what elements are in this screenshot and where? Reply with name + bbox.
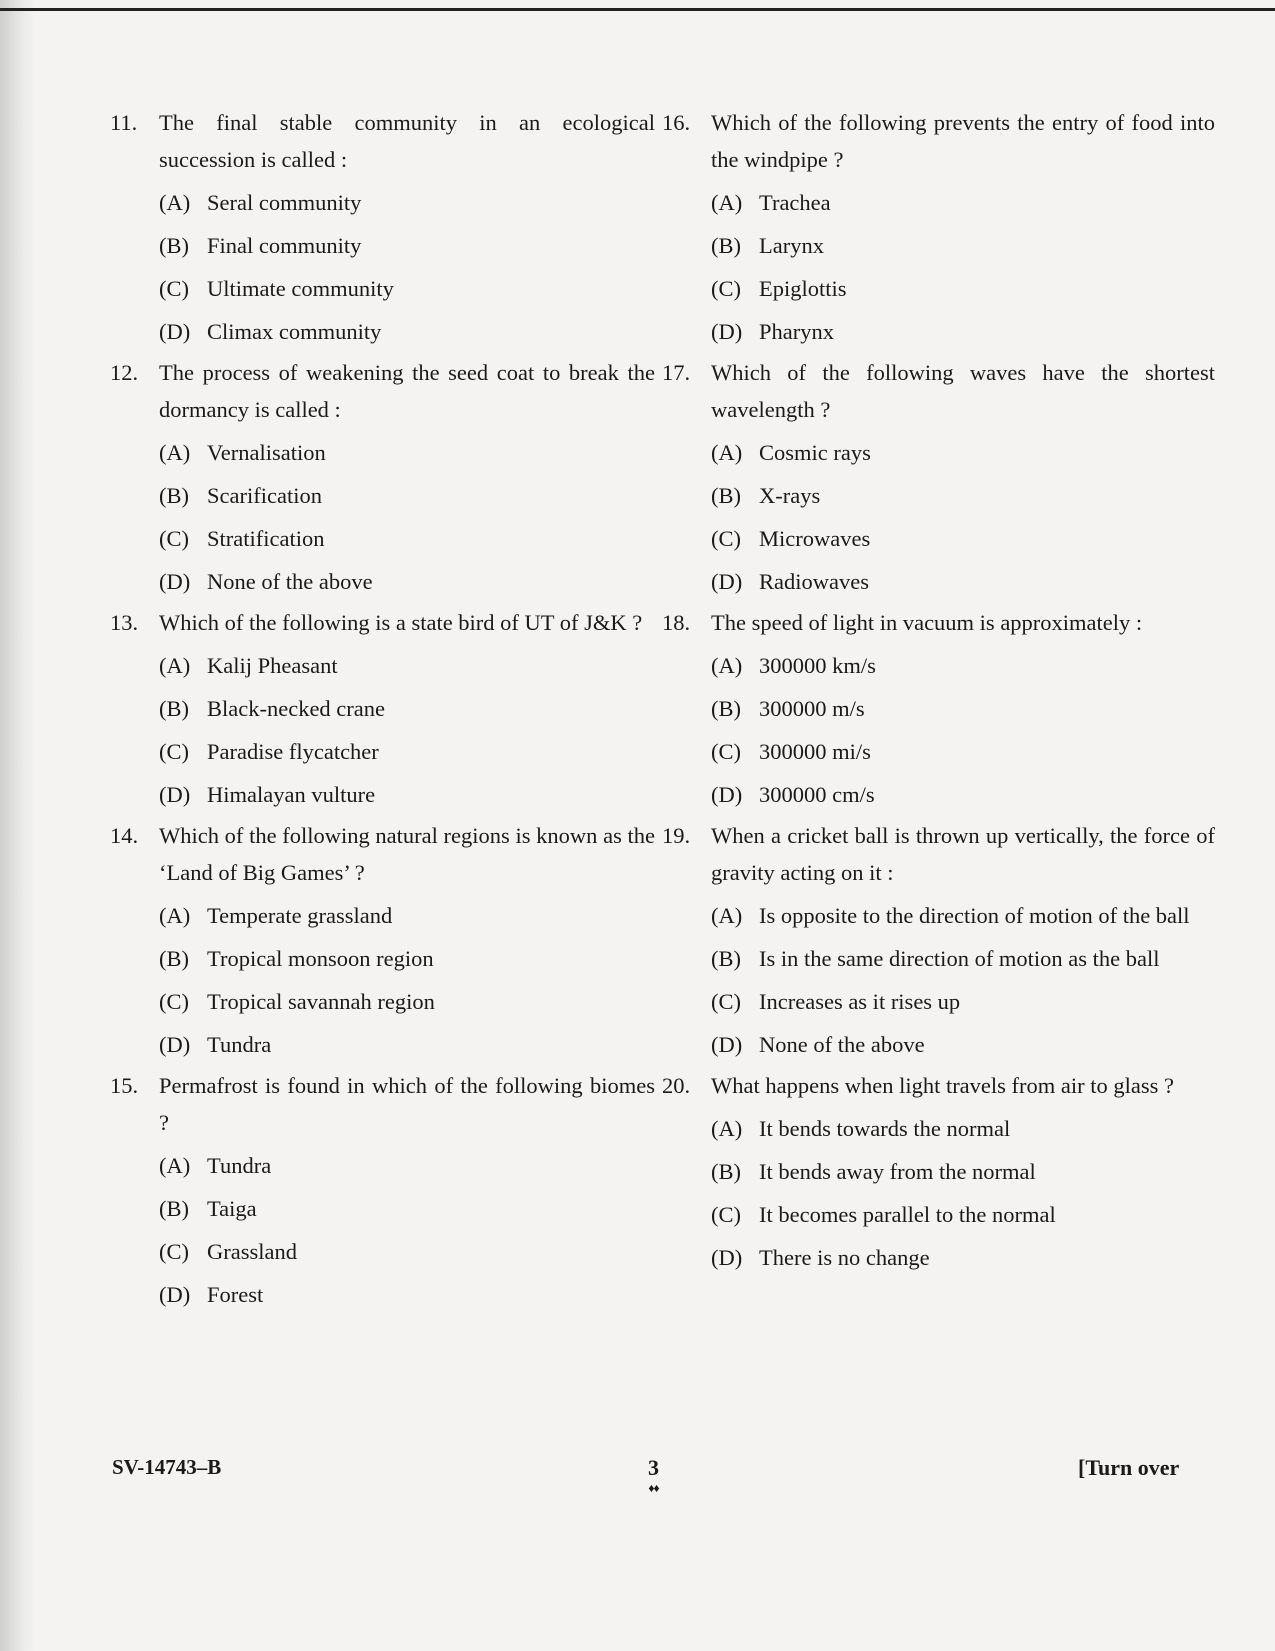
answer-option bbox=[159, 941, 655, 977]
question-text: What happens when light travels from air to glass ? bbox=[711, 1073, 1174, 1098]
right-question-column bbox=[662, 104, 1215, 1280]
answer-option bbox=[159, 734, 655, 770]
answer-option bbox=[159, 898, 655, 934]
answer-option bbox=[711, 314, 1215, 350]
question-text: Which of the following prevents the entry of food into the windpipe ? bbox=[711, 110, 1215, 172]
answer-option bbox=[711, 564, 1215, 600]
question-stem-row bbox=[662, 354, 1215, 428]
option-text: Radiowaves bbox=[759, 569, 869, 594]
answer-option bbox=[711, 1027, 1215, 1063]
question-stem-row bbox=[110, 604, 655, 641]
option-label: (A) bbox=[159, 1153, 191, 1178]
answer-option bbox=[711, 228, 1215, 264]
top-border-line bbox=[0, 8, 1275, 11]
option-label: (C) bbox=[159, 526, 189, 551]
option-label: (D) bbox=[159, 1282, 191, 1307]
option-text: Cosmic rays bbox=[759, 440, 871, 465]
answer-option bbox=[711, 984, 1215, 1020]
option-label: (A) bbox=[159, 190, 191, 215]
answer-option bbox=[159, 691, 655, 727]
option-label: (B) bbox=[711, 483, 741, 508]
question-stem-row bbox=[110, 817, 655, 891]
question-16 bbox=[662, 104, 1215, 350]
question-stem-row bbox=[110, 104, 655, 178]
option-text: Temperate grassland bbox=[207, 903, 393, 928]
question-stem-row bbox=[662, 604, 1215, 641]
answer-option bbox=[711, 941, 1215, 977]
option-text: Seral community bbox=[207, 190, 362, 215]
option-label: (D) bbox=[159, 569, 191, 594]
question-number: 20. bbox=[662, 1073, 691, 1098]
question-number: 11. bbox=[110, 110, 138, 135]
left-question-column bbox=[110, 104, 655, 1317]
option-text: Microwaves bbox=[759, 526, 871, 551]
answer-option bbox=[159, 1191, 655, 1227]
answer-option bbox=[711, 1240, 1215, 1276]
option-label: (A) bbox=[711, 440, 743, 465]
option-text: Tundra bbox=[207, 1153, 272, 1178]
option-text: It bends towards the normal bbox=[759, 1116, 1011, 1141]
option-text: It becomes parallel to the normal bbox=[759, 1202, 1056, 1227]
option-text: Climax community bbox=[207, 319, 382, 344]
answer-option bbox=[711, 734, 1215, 770]
question-text: The process of weakening the seed coat to break the dormancy is called : bbox=[159, 360, 655, 422]
answer-option bbox=[711, 777, 1215, 813]
option-text: Is opposite to the direction of motion of the ball bbox=[759, 903, 1190, 928]
option-label: (D) bbox=[159, 1032, 191, 1057]
option-label: (A) bbox=[711, 903, 743, 928]
answer-option bbox=[159, 1148, 655, 1184]
question-number: 16. bbox=[662, 110, 691, 135]
option-text: Himalayan vulture bbox=[207, 782, 376, 807]
option-text: Ultimate community bbox=[207, 276, 394, 301]
option-label: (A) bbox=[711, 653, 743, 678]
answer-option bbox=[711, 1154, 1215, 1190]
option-label: (A) bbox=[159, 653, 191, 678]
answer-option bbox=[711, 898, 1215, 934]
option-label: (A) bbox=[159, 903, 191, 928]
question-number: 18. bbox=[662, 610, 691, 635]
page-mark: ♦♦ bbox=[648, 1481, 659, 1495]
option-text: There is no change bbox=[759, 1245, 930, 1270]
option-label: (D) bbox=[711, 1032, 743, 1057]
option-label: (C) bbox=[711, 276, 741, 301]
question-stem-row bbox=[110, 354, 655, 428]
option-label: (C) bbox=[159, 739, 189, 764]
answer-option bbox=[711, 271, 1215, 307]
option-label: (B) bbox=[159, 1196, 189, 1221]
option-label: (C) bbox=[159, 989, 189, 1014]
question-number: 13. bbox=[110, 610, 139, 635]
answer-option bbox=[159, 564, 655, 600]
option-text: Black-necked crane bbox=[207, 696, 386, 721]
option-text: Taiga bbox=[207, 1196, 257, 1221]
option-text: 300000 m/s bbox=[759, 696, 865, 721]
option-label: (B) bbox=[711, 1159, 741, 1184]
question-20 bbox=[662, 1067, 1215, 1276]
question-18 bbox=[662, 604, 1215, 813]
option-text: Stratification bbox=[207, 526, 325, 551]
option-text: Forest bbox=[207, 1282, 264, 1307]
question-number: 15. bbox=[110, 1073, 139, 1098]
answer-option bbox=[711, 521, 1215, 557]
answer-option bbox=[711, 1111, 1215, 1147]
option-text: Epiglottis bbox=[759, 276, 847, 301]
option-text: Kalij Pheasant bbox=[207, 653, 338, 678]
question-14 bbox=[110, 817, 655, 1063]
booklet-code: SV-14743–B bbox=[112, 1455, 222, 1479]
question-text: When a cricket ball is thrown up vertically, the force of gravity acting on it : bbox=[711, 823, 1215, 885]
answer-option bbox=[159, 271, 655, 307]
question-stem-row bbox=[110, 1067, 655, 1141]
option-label: (C) bbox=[159, 1239, 189, 1264]
question-text: The final stable community in an ecological succession is called : bbox=[159, 110, 655, 172]
option-text: Pharynx bbox=[759, 319, 834, 344]
answer-option bbox=[711, 435, 1215, 471]
question-text: Permafrost is found in which of the following biomes ? bbox=[159, 1073, 655, 1135]
question-stem-row bbox=[662, 817, 1215, 891]
option-text: Tropical savannah region bbox=[207, 989, 435, 1014]
option-text: Paradise flycatcher bbox=[207, 739, 379, 764]
page-number bbox=[648, 1455, 659, 1495]
question-text: The speed of light in vacuum is approximately : bbox=[711, 610, 1143, 635]
answer-option bbox=[159, 648, 655, 684]
option-text: It bends away from the normal bbox=[759, 1159, 1036, 1184]
answer-option bbox=[711, 1197, 1215, 1233]
option-label: (A) bbox=[159, 440, 191, 465]
question-text: Which of the following natural regions is known as the ‘Land of Big Games’ ? bbox=[159, 823, 655, 885]
question-number: 14. bbox=[110, 823, 139, 848]
question-text: Which of the following waves have the shortest wavelength ? bbox=[711, 360, 1215, 422]
answer-option bbox=[159, 1234, 655, 1270]
option-label: (C) bbox=[159, 276, 189, 301]
question-number: 17. bbox=[662, 360, 691, 385]
option-label: (D) bbox=[711, 1245, 743, 1270]
answer-option bbox=[711, 648, 1215, 684]
answer-option bbox=[711, 691, 1215, 727]
answer-option bbox=[159, 185, 655, 221]
option-text: Is in the same direction of motion as the ball bbox=[759, 946, 1160, 971]
page-number-text: 3 bbox=[648, 1455, 659, 1480]
option-label: (C) bbox=[711, 526, 741, 551]
option-label: (D) bbox=[159, 782, 191, 807]
question-text: Which of the following is a state bird of UT of J&K ? bbox=[159, 610, 643, 635]
option-label: (B) bbox=[159, 483, 189, 508]
option-label: (C) bbox=[711, 989, 741, 1014]
answer-option bbox=[711, 185, 1215, 221]
answer-option bbox=[159, 777, 655, 813]
question-13 bbox=[110, 604, 655, 813]
question-11 bbox=[110, 104, 655, 350]
option-text: Trachea bbox=[759, 190, 831, 215]
option-text: Scarification bbox=[207, 483, 322, 508]
question-19 bbox=[662, 817, 1215, 1063]
answer-option bbox=[159, 435, 655, 471]
answer-option bbox=[159, 1027, 655, 1063]
option-label: (B) bbox=[711, 946, 741, 971]
question-12 bbox=[110, 354, 655, 600]
option-label: (B) bbox=[159, 946, 189, 971]
option-text: None of the above bbox=[207, 569, 373, 594]
option-text: 300000 km/s bbox=[759, 653, 876, 678]
option-text: Grassland bbox=[207, 1239, 297, 1264]
option-label: (D) bbox=[711, 569, 743, 594]
option-text: Final community bbox=[207, 233, 362, 258]
option-text: Tropical monsoon region bbox=[207, 946, 434, 971]
option-label: (D) bbox=[159, 319, 191, 344]
option-text: Vernalisation bbox=[207, 440, 326, 465]
option-label: (A) bbox=[711, 190, 743, 215]
question-stem-row bbox=[662, 1067, 1215, 1104]
option-label: (B) bbox=[159, 696, 189, 721]
option-text: None of the above bbox=[759, 1032, 925, 1057]
option-label: (B) bbox=[711, 696, 741, 721]
option-text: Increases as it rises up bbox=[759, 989, 961, 1014]
option-label: (C) bbox=[711, 1202, 741, 1227]
answer-option bbox=[159, 314, 655, 350]
answer-option bbox=[159, 1277, 655, 1313]
option-label: (D) bbox=[711, 319, 743, 344]
answer-option bbox=[159, 984, 655, 1020]
question-number: 19. bbox=[662, 823, 691, 848]
question-number: 12. bbox=[110, 360, 139, 385]
turn-over-label: [Turn over bbox=[1078, 1455, 1180, 1480]
option-text: X-rays bbox=[759, 483, 821, 508]
option-text: Tundra bbox=[207, 1032, 272, 1057]
option-label: (B) bbox=[711, 233, 741, 258]
answer-option bbox=[159, 521, 655, 557]
question-17 bbox=[662, 354, 1215, 600]
option-label: (A) bbox=[711, 1116, 743, 1141]
option-label: (D) bbox=[711, 782, 743, 807]
option-label: (C) bbox=[711, 739, 741, 764]
answer-option bbox=[159, 478, 655, 514]
scan-page-edge bbox=[0, 0, 36, 1651]
option-text: 300000 mi/s bbox=[759, 739, 871, 764]
option-text: Larynx bbox=[759, 233, 824, 258]
option-label: (B) bbox=[159, 233, 189, 258]
answer-option bbox=[711, 478, 1215, 514]
answer-option bbox=[159, 228, 655, 264]
question-15 bbox=[110, 1067, 655, 1313]
question-stem-row bbox=[662, 104, 1215, 178]
option-text: 300000 cm/s bbox=[759, 782, 875, 807]
